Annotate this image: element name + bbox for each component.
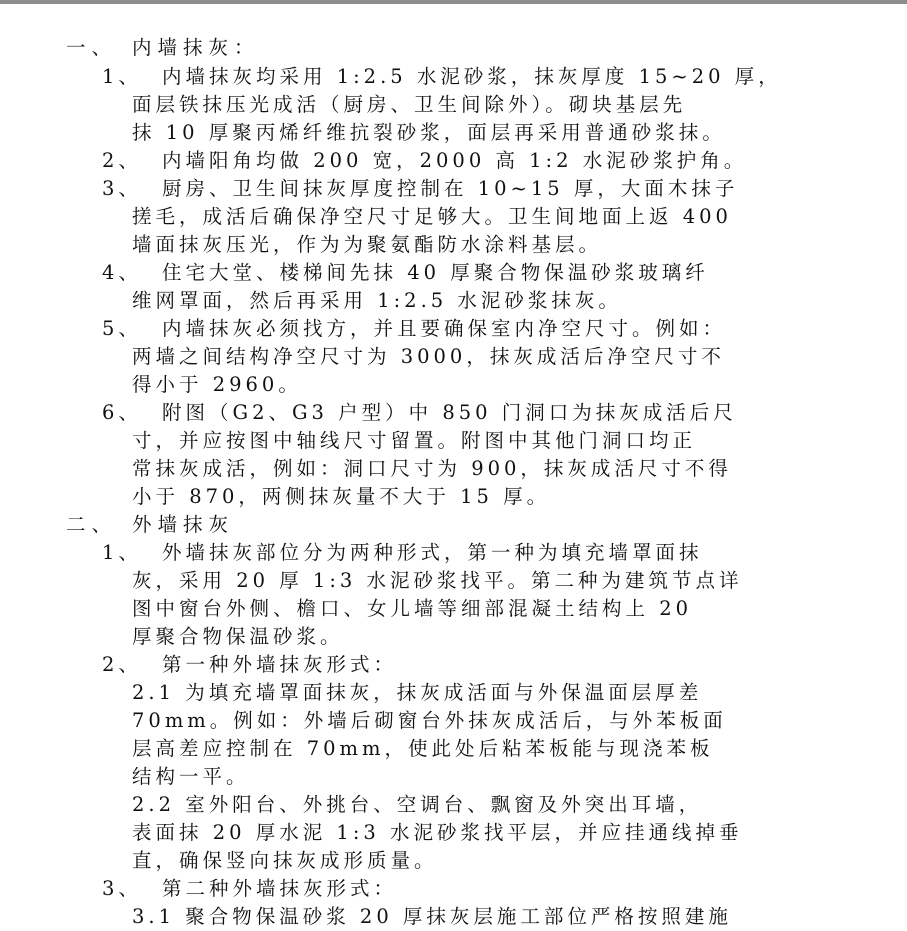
item-1-3-line-2: 搓毛，成活后确保净空尺寸足够大。卫生间地面上返 400 [132,205,732,228]
item-2-2-line-6: 2.2 室外阳台、外挑台、空调台、飘窗及外突出耳墙， [132,793,703,816]
item-1-2-marker: 2、 [102,149,142,172]
item-1-3-marker: 3、 [102,177,142,200]
item-2-2-line-8: 直，确保竖向抹灰成形质量。 [132,849,438,872]
section-2-title: 外墙抹灰 [132,513,235,536]
item-1-4-line-1: 住宅大堂、楼梯间先抹 40 厚聚合物保温砂浆玻璃纤 [162,261,709,284]
item-2-1-line-4: 厚聚合物保温砂浆。 [132,625,344,648]
document-page [0,4,907,928]
item-2-1-line-3: 图中窗台外侧、檐口、女儿墙等细部混凝土结构上 20 [132,597,693,620]
item-2-1-line-1: 外墙抹灰部位分为两种形式，第一种为填充墙罩面抹 [162,541,703,564]
item-2-2-line-1: 第一种外墙抹灰形式： [162,653,398,676]
item-1-5-marker: 5、 [102,317,142,340]
item-2-2-line-5: 结构一平。 [132,765,250,788]
item-1-5-line-2: 两墙之间结构净空尺寸为 3000，抹灰成活后净空尺寸不 [132,345,725,368]
item-1-1-line-2: 面层铁抹压光成活（厨房、卫生间除外）。砌块基层先 [132,93,687,116]
item-1-6-line-4: 小于 870，两侧抹灰量不大于 15 厚。 [132,485,551,508]
item-2-1-line-2: 灰，采用 20 厚 1:3 水泥砂浆找平。第二种为建筑节点详 [132,569,743,592]
item-1-3-line-1: 厨房、卫生间抹灰厚度控制在 10~15 厚，大面木抹子 [162,177,739,200]
item-1-6-marker: 6、 [102,401,142,424]
item-2-2-line-2: 2.1 为填充墙罩面抹灰，抹灰成活面与外保温面层厚差 [132,681,703,704]
item-1-6-line-2: 寸，并应按图中轴线尺寸留置。附图中其他门洞口均正 [132,429,697,452]
item-2-2-line-7: 表面抹 20 厚水泥 1:3 水泥砂浆找平层，并应挂通线掉垂 [132,821,743,844]
item-2-2-line-4: 层高差应控制在 70mm，使此处后粘苯板能与现浇苯板 [132,737,714,760]
item-1-5-line-1: 内墙抹灰必须找方，并且要确保室内净空尺寸。例如： [162,317,727,340]
item-2-1-marker: 1、 [102,541,142,564]
item-1-1-marker: 1、 [102,65,142,88]
item-2-2-marker: 2、 [102,653,142,676]
item-1-1-line-1: 内墙抹灰均采用 1:2.5 水泥砂浆，抹灰厚度 15~20 厚， [162,65,782,88]
item-2-3-marker: 3、 [102,877,142,900]
item-1-6-line-1: 附图（G2、G3 户型）中 850 门洞口为抹灰成活后尺 [162,401,737,424]
section-1-marker: 一、 [66,36,118,59]
item-2-2-line-3: 70mm。例如：外墙后砌窗台外抹灰成活后，与外苯板面 [132,709,727,732]
section-1-title: 内墙抹灰： [132,36,260,59]
item-1-3-line-3: 墙面抹灰压光，作为为聚氨酯防水涂料基层。 [132,233,603,256]
item-2-3-line-1: 第二种外墙抹灰形式： [162,877,398,900]
item-1-4-marker: 4、 [102,261,142,284]
section-2-marker: 二、 [66,513,118,536]
item-2-3-line-2: 3.1 聚合物保温砂浆 20 厚抹灰层施工部位严格按照建施 [132,905,732,928]
item-1-4-line-2: 维网罩面，然后再采用 1:2.5 水泥砂浆抹灰。 [132,289,622,312]
item-1-1-line-3: 抹 10 厚聚丙烯纤维抗裂砂浆，面层再采用普通砂浆抹。 [132,121,726,144]
item-1-6-line-3: 常抹灰成活，例如：洞口尺寸为 900，抹灰成活尺寸不得 [132,457,732,480]
item-1-5-line-3: 得小于 2960。 [132,373,302,396]
item-1-2-line-1: 内墙阳角均做 200 宽，2000 高 1:2 水泥砂浆护角。 [162,149,748,172]
